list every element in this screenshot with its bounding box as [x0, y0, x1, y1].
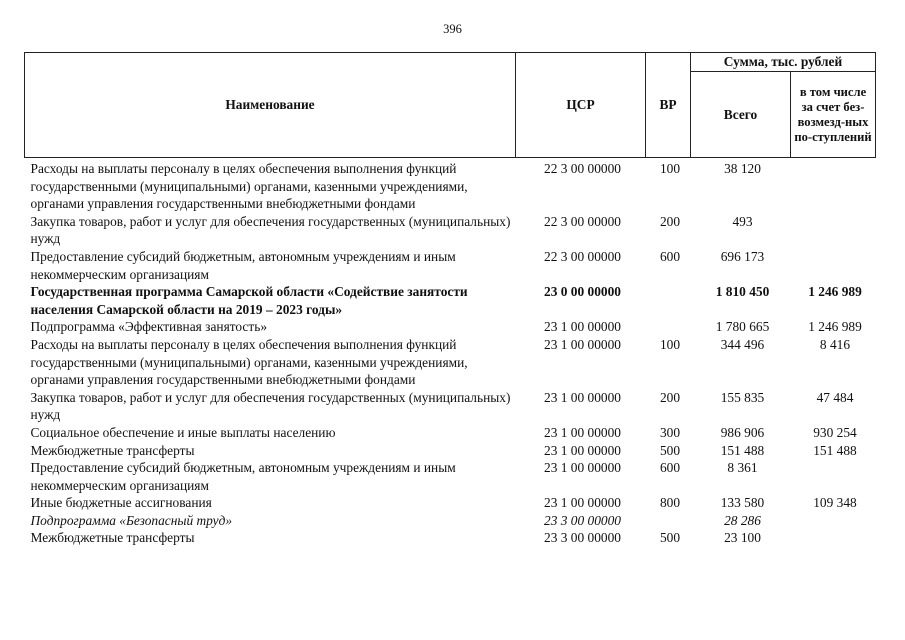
- row-vr: 500: [659, 442, 681, 458]
- row-vr: 500: [659, 530, 681, 546]
- row-vr: 600: [659, 248, 681, 264]
- row-grant: 930 254: [813, 424, 857, 440]
- table-row: [25, 389, 876, 424]
- row-total: 23 100: [724, 530, 761, 546]
- table-row: [25, 213, 876, 248]
- row-grant: [791, 459, 876, 494]
- table-row: [25, 529, 876, 547]
- row-total: 28 286: [724, 512, 761, 528]
- table-row: [25, 336, 876, 389]
- row-total: 133 580: [720, 495, 765, 511]
- row-code: 23 1 00 00000: [544, 389, 621, 405]
- row-code: 23 1 00 00000: [544, 442, 621, 458]
- row-total: 344 496: [720, 336, 765, 352]
- header-total: Всего: [691, 72, 791, 158]
- row-grant: [791, 213, 876, 248]
- header-name: Наименование: [25, 53, 516, 158]
- row-name: Закупка товаров, работ и услуг для обеспечения государственных (муниципальных) нужд: [30, 213, 511, 247]
- row-grant: 1 246 989: [808, 284, 862, 300]
- row-vr: [646, 283, 691, 318]
- row-name: Расходы на выплаты персоналу в целях обеспечения выполнения функций государственными (муниципальными) органами, казенными учреждениями, органами управления государственными внебюджетными фондами: [30, 336, 468, 388]
- row-name: Предоставление субсидий бюджетным, автономным учреждениям и иным некоммерческим организациям: [30, 460, 456, 493]
- row-grant: 151 488: [813, 442, 857, 458]
- row-total: 1 780 665: [715, 319, 770, 335]
- row-grant: [791, 248, 876, 283]
- row-total: 696 173: [720, 248, 765, 264]
- row-name: Подпрограмма «Безопасный труд»: [30, 512, 233, 528]
- row-code: 22 3 00 00000: [544, 248, 621, 264]
- row-vr: 200: [659, 389, 681, 405]
- header-code: ЦСР: [516, 53, 646, 158]
- header-vr: ВР: [646, 53, 691, 158]
- row-total: 493: [732, 213, 753, 229]
- row-vr: [646, 512, 691, 530]
- table-row: [25, 494, 876, 512]
- row-total: 986 906: [720, 424, 765, 440]
- row-name: Государственная программа Самарской области «Содействие занятости населения Самарской области на 2019 – 2023 годы»: [30, 284, 468, 317]
- row-grant: [791, 529, 876, 547]
- row-name: Межбюджетные трансферты: [30, 442, 195, 458]
- row-vr: 600: [659, 460, 681, 476]
- row-vr: 100: [659, 336, 681, 352]
- row-code: 23 1 00 00000: [544, 319, 621, 335]
- row-code: 23 1 00 00000: [544, 495, 621, 511]
- row-code: 22 3 00 00000: [544, 213, 621, 229]
- row-grant: [791, 158, 876, 213]
- row-code: 23 1 00 00000: [544, 460, 621, 476]
- row-name: Подпрограмма «Эффективная занятость»: [30, 319, 268, 335]
- row-total: 38 120: [724, 161, 761, 176]
- table-body: [25, 158, 876, 548]
- row-grant: 47 484: [816, 389, 854, 405]
- row-code: 22 3 00 00000: [544, 161, 621, 176]
- table-row: [25, 158, 876, 213]
- header-sum: Сумма, тыс. рублей: [691, 53, 876, 72]
- header-grant: в том числе за счет без-возмезд-ных по-ступлений: [791, 72, 876, 158]
- row-name: Предоставление субсидий бюджетным, автономным учреждениям и иным некоммерческим организациям: [30, 248, 456, 282]
- table-row: [25, 442, 876, 460]
- row-code: 23 3 00 00000: [544, 530, 621, 546]
- table-row: [25, 512, 876, 530]
- row-total: 155 835: [720, 389, 765, 405]
- row-total: 151 488: [720, 442, 765, 458]
- row-vr: 200: [659, 213, 681, 229]
- table-row: [25, 283, 876, 318]
- table-row: [25, 459, 876, 494]
- row-vr: [646, 318, 691, 336]
- row-name: Социальное обеспечение и иные выплаты населению: [30, 424, 336, 440]
- row-grant: [791, 512, 876, 530]
- table-row: [25, 248, 876, 283]
- row-grant: 109 348: [813, 495, 857, 511]
- row-code: 23 3 00 00000: [544, 512, 621, 528]
- row-grant: 8 416: [819, 336, 851, 352]
- row-vr: 800: [659, 495, 681, 511]
- row-name: Закупка товаров, работ и услуг для обеспечения государственных (муниципальных) нужд: [30, 389, 511, 423]
- table-header: [25, 53, 876, 158]
- row-grant: 1 246 989: [808, 319, 862, 335]
- row-vr: 100: [659, 161, 681, 176]
- table-row: [25, 424, 876, 442]
- budget-table: [24, 52, 876, 547]
- row-name: Расходы на выплаты персоналу в целях обеспечения выполнения функций государственными (муниципальными) органами, казенными учреждениями, органами управления государственными внебюджетными фондами: [30, 161, 468, 212]
- row-total: 1 810 450: [715, 284, 770, 300]
- row-total: 8 361: [727, 460, 758, 476]
- row-name: Иные бюджетные ассигнования: [30, 495, 212, 511]
- row-code: 23 0 00 00000: [544, 284, 621, 300]
- row-code: 23 1 00 00000: [544, 424, 621, 440]
- table-row: [25, 318, 876, 336]
- row-code: 23 1 00 00000: [544, 336, 621, 352]
- row-vr: 300: [659, 424, 681, 440]
- row-name: Межбюджетные трансферты: [30, 530, 195, 546]
- page-number: 396: [443, 22, 462, 36]
